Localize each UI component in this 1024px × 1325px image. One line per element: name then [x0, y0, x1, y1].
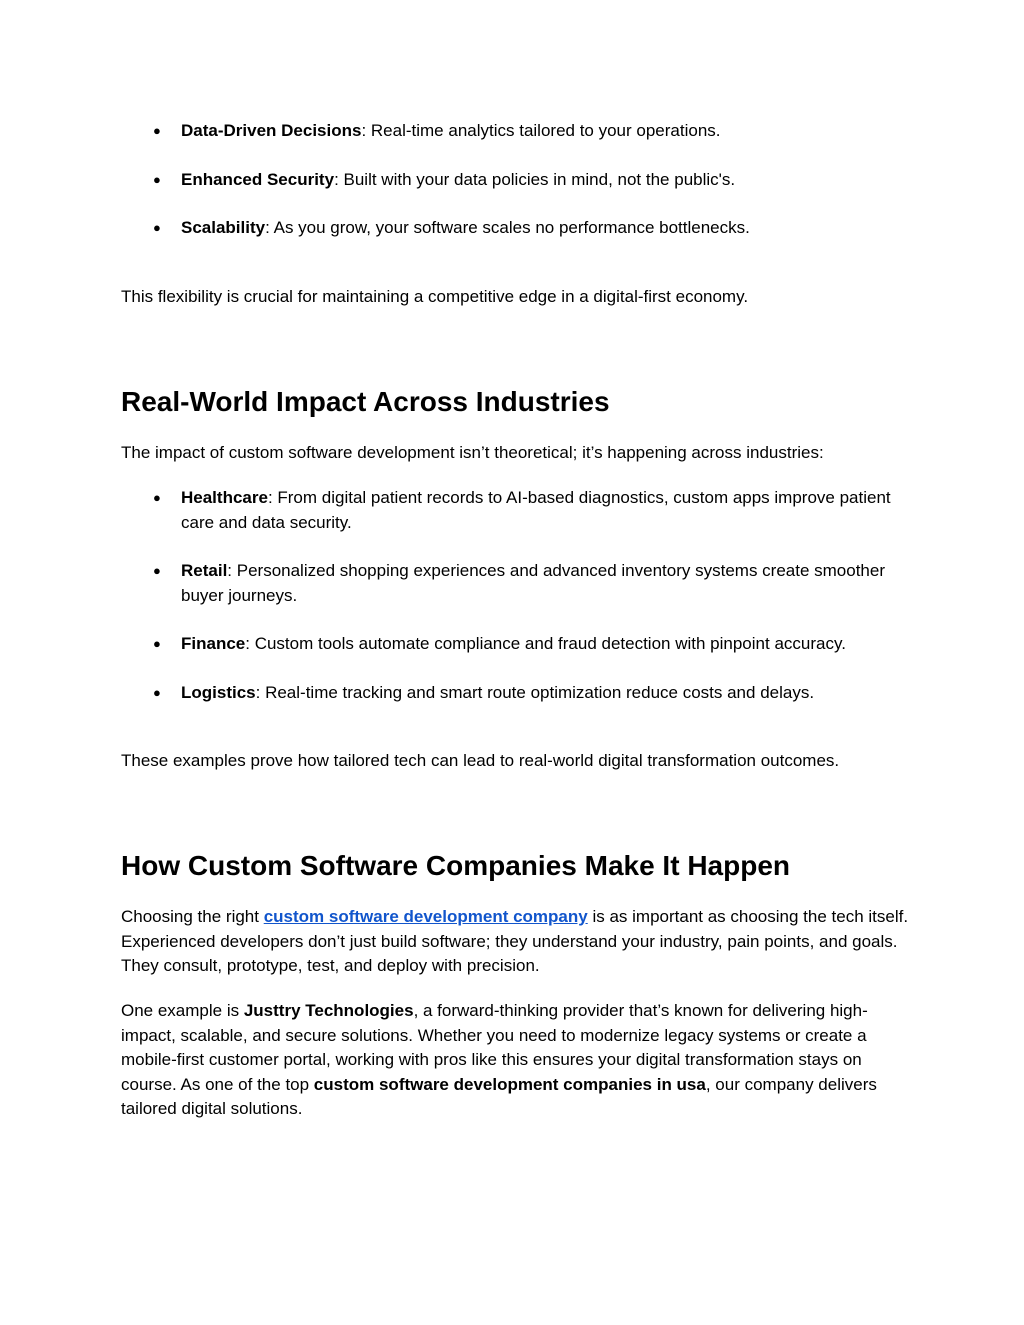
bullet-term: Enhanced Security: [181, 170, 335, 189]
impact-intro: The impact of custom software development isn’t theoretical; it’s happening across industries:: [121, 443, 824, 462]
bullet-text: : From digital patient records to AI-based diagnostics, custom apps improve patient care and data security.: [181, 488, 891, 532]
text-run: One example is: [121, 1001, 244, 1020]
bullet-text: : As you grow, your software scales no performance bottlenecks.: [265, 218, 750, 237]
bullet-term: Finance: [181, 634, 246, 653]
bullet-icon: ●: [153, 220, 161, 235]
bullet-icon: ●: [153, 123, 161, 138]
list-item: [121, 632, 911, 657]
text-run: is as important as choosing the tech itself. Experienced developers don’t just build software; they understand your industry, pain points, and goals. They consult, prototype, test, and deploy with precision.: [121, 907, 909, 975]
bullet-icon: ●: [153, 685, 161, 700]
bullet-text: : Real-time tracking and smart route optimization reduce costs and delays.: [255, 683, 815, 702]
bullet-text: : Personalized shopping experiences and advanced inventory systems create smoother buyer journeys.: [181, 561, 886, 605]
text-run: Choosing the right: [121, 907, 264, 926]
text-run: , a forward-thinking provider that’s known for delivering high-impact, scalable, and secure solutions. Whether you need to modernize legacy systems or create a mobile-first customer portal, working with pros like this ensures your digital transformation stays on course. As one of the top: [121, 1001, 868, 1094]
list-item: [121, 216, 911, 241]
section-heading-impact: Real-World Impact Across Industries: [121, 386, 610, 417]
company-name: Justtry Technologies: [243, 1001, 414, 1020]
bullet-text: : Built with your data policies in mind, not the public's.: [334, 170, 736, 189]
keyword-phrase: custom software development companies in usa: [313, 1074, 706, 1094]
bullet-icon: ●: [153, 490, 161, 505]
bullet-icon: ●: [153, 563, 161, 578]
companies-paragraph-2: [121, 999, 911, 1122]
section-heading-companies: How Custom Software Companies Make It Happen: [121, 850, 790, 881]
bullet-term: Retail: [181, 561, 228, 580]
companies-paragraph-1: [121, 905, 911, 979]
list-item: [121, 119, 911, 144]
list-item: [121, 681, 911, 706]
company-link[interactable]: custom software development company: [263, 907, 588, 926]
flexibility-paragraph: This flexibility is crucial for maintaining a competitive edge in a digital-first economy.: [121, 287, 749, 306]
bullet-icon: ●: [153, 172, 161, 187]
bullet-text: : Real-time analytics tailored to your operations.: [361, 121, 721, 140]
bullet-term: Healthcare: [181, 488, 268, 507]
list-item: [121, 559, 911, 608]
bullet-term: Scalability: [181, 218, 266, 237]
bullet-text: : Custom tools automate compliance and fraud detection with pinpoint accuracy.: [245, 634, 846, 653]
bullet-icon: ●: [153, 636, 161, 651]
text-run: , our company delivers tailored digital solutions.: [121, 1074, 877, 1118]
impact-closing: These examples prove how tailored tech can lead to real-world digital transformation outcomes.: [121, 751, 840, 770]
bullet-term: Logistics: [181, 683, 256, 702]
list-item: [121, 486, 911, 535]
list-item: [121, 168, 911, 193]
bullet-term: Data-Driven Decisions: [181, 121, 362, 140]
